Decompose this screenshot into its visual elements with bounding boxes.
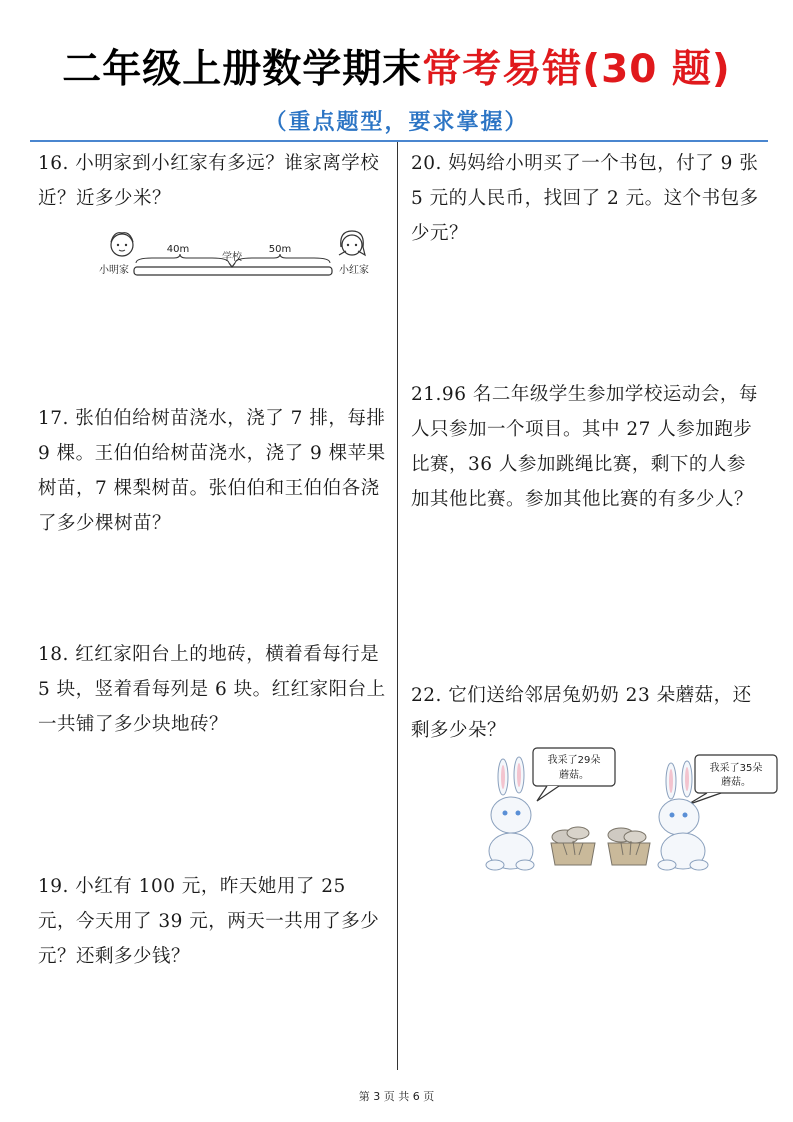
left-distance-label: 40m: [166, 244, 190, 255]
question-17: 17. 张伯伯给树苗浇水，浇了 7 排，每排 9 棵。王伯伯给树苗浇水，浇了 9 棵苹果树苗，7 棵梨树苗。张伯伯和王伯伯各浇了多少棵树苗？: [38, 408, 386, 534]
title-main: 二年级上册数学期末: [62, 47, 423, 92]
page-subtitle: （重点题型，要求掌握）: [264, 109, 529, 135]
page-number: 第 3 页 共 6 页: [358, 1090, 435, 1103]
question-18: 18. 红红家阳台上的地砖，横着看每行是 5 块，竖着看每列是 6 块。红红家阳台上一共铺了多少块地砖？: [38, 644, 386, 735]
xiaohong-home-label: 小红家: [339, 265, 369, 276]
right-bubble-line-2: 蘑菇。: [721, 777, 751, 788]
school-label: 学校: [222, 252, 242, 263]
mushroom-basket-right-icon: [608, 828, 650, 865]
question-16: 16. 小明家到小红家有多远？谁家离学校近？近多少米？: [38, 153, 380, 209]
left-speech-bubble: [533, 748, 615, 801]
right-speech-bubble: [687, 755, 777, 805]
question-22: 22. 它们送给邻居兔奶奶 23 朵蘑菇，还剩多少朵？: [411, 685, 752, 741]
boy-icon: [111, 233, 133, 256]
xiaoming-home-label: 小明家: [99, 265, 129, 276]
girl-icon: [339, 231, 365, 255]
right-distance-brace: [235, 254, 330, 263]
school-marker: [229, 263, 235, 267]
rabbits-illustration: [475, 745, 775, 875]
page-title: [0, 42, 793, 98]
question-20: 20. 妈妈给小明买了一个书包，付了 9 张 5 元的人民币，找回了 2 元。这个书包多少元？: [411, 153, 759, 244]
question-19: 19. 小红有 100 元，昨天她用了 25 元，今天用了 39 元，两天一共用了多少元？还剩多少钱？: [38, 876, 380, 967]
left-rabbit-icon: [486, 757, 534, 870]
mushroom-basket-left-icon: [551, 827, 595, 865]
title-highlight: 常考易错(30 题): [422, 47, 731, 92]
question-21: 21.96 名二年级学生参加学校运动会，每人只参加一个项目。其中 27 人参加跑步比赛，36 人参加跳绳比赛，剩下的人参加其他比赛。参加其他比赛的有多少人？: [411, 384, 758, 510]
right-distance-label: 50m: [268, 244, 292, 255]
header-divider: [30, 140, 768, 142]
column-divider: [397, 142, 398, 1070]
right-bubble-line-1: 我采了35朵: [709, 763, 763, 774]
left-distance-brace: [136, 254, 229, 263]
distance-diagram: [92, 225, 382, 285]
left-bubble-line-1: 我采了29朵: [547, 755, 601, 766]
road-bar: [134, 267, 332, 275]
left-bubble-line-2: 蘑菇。: [559, 770, 589, 781]
